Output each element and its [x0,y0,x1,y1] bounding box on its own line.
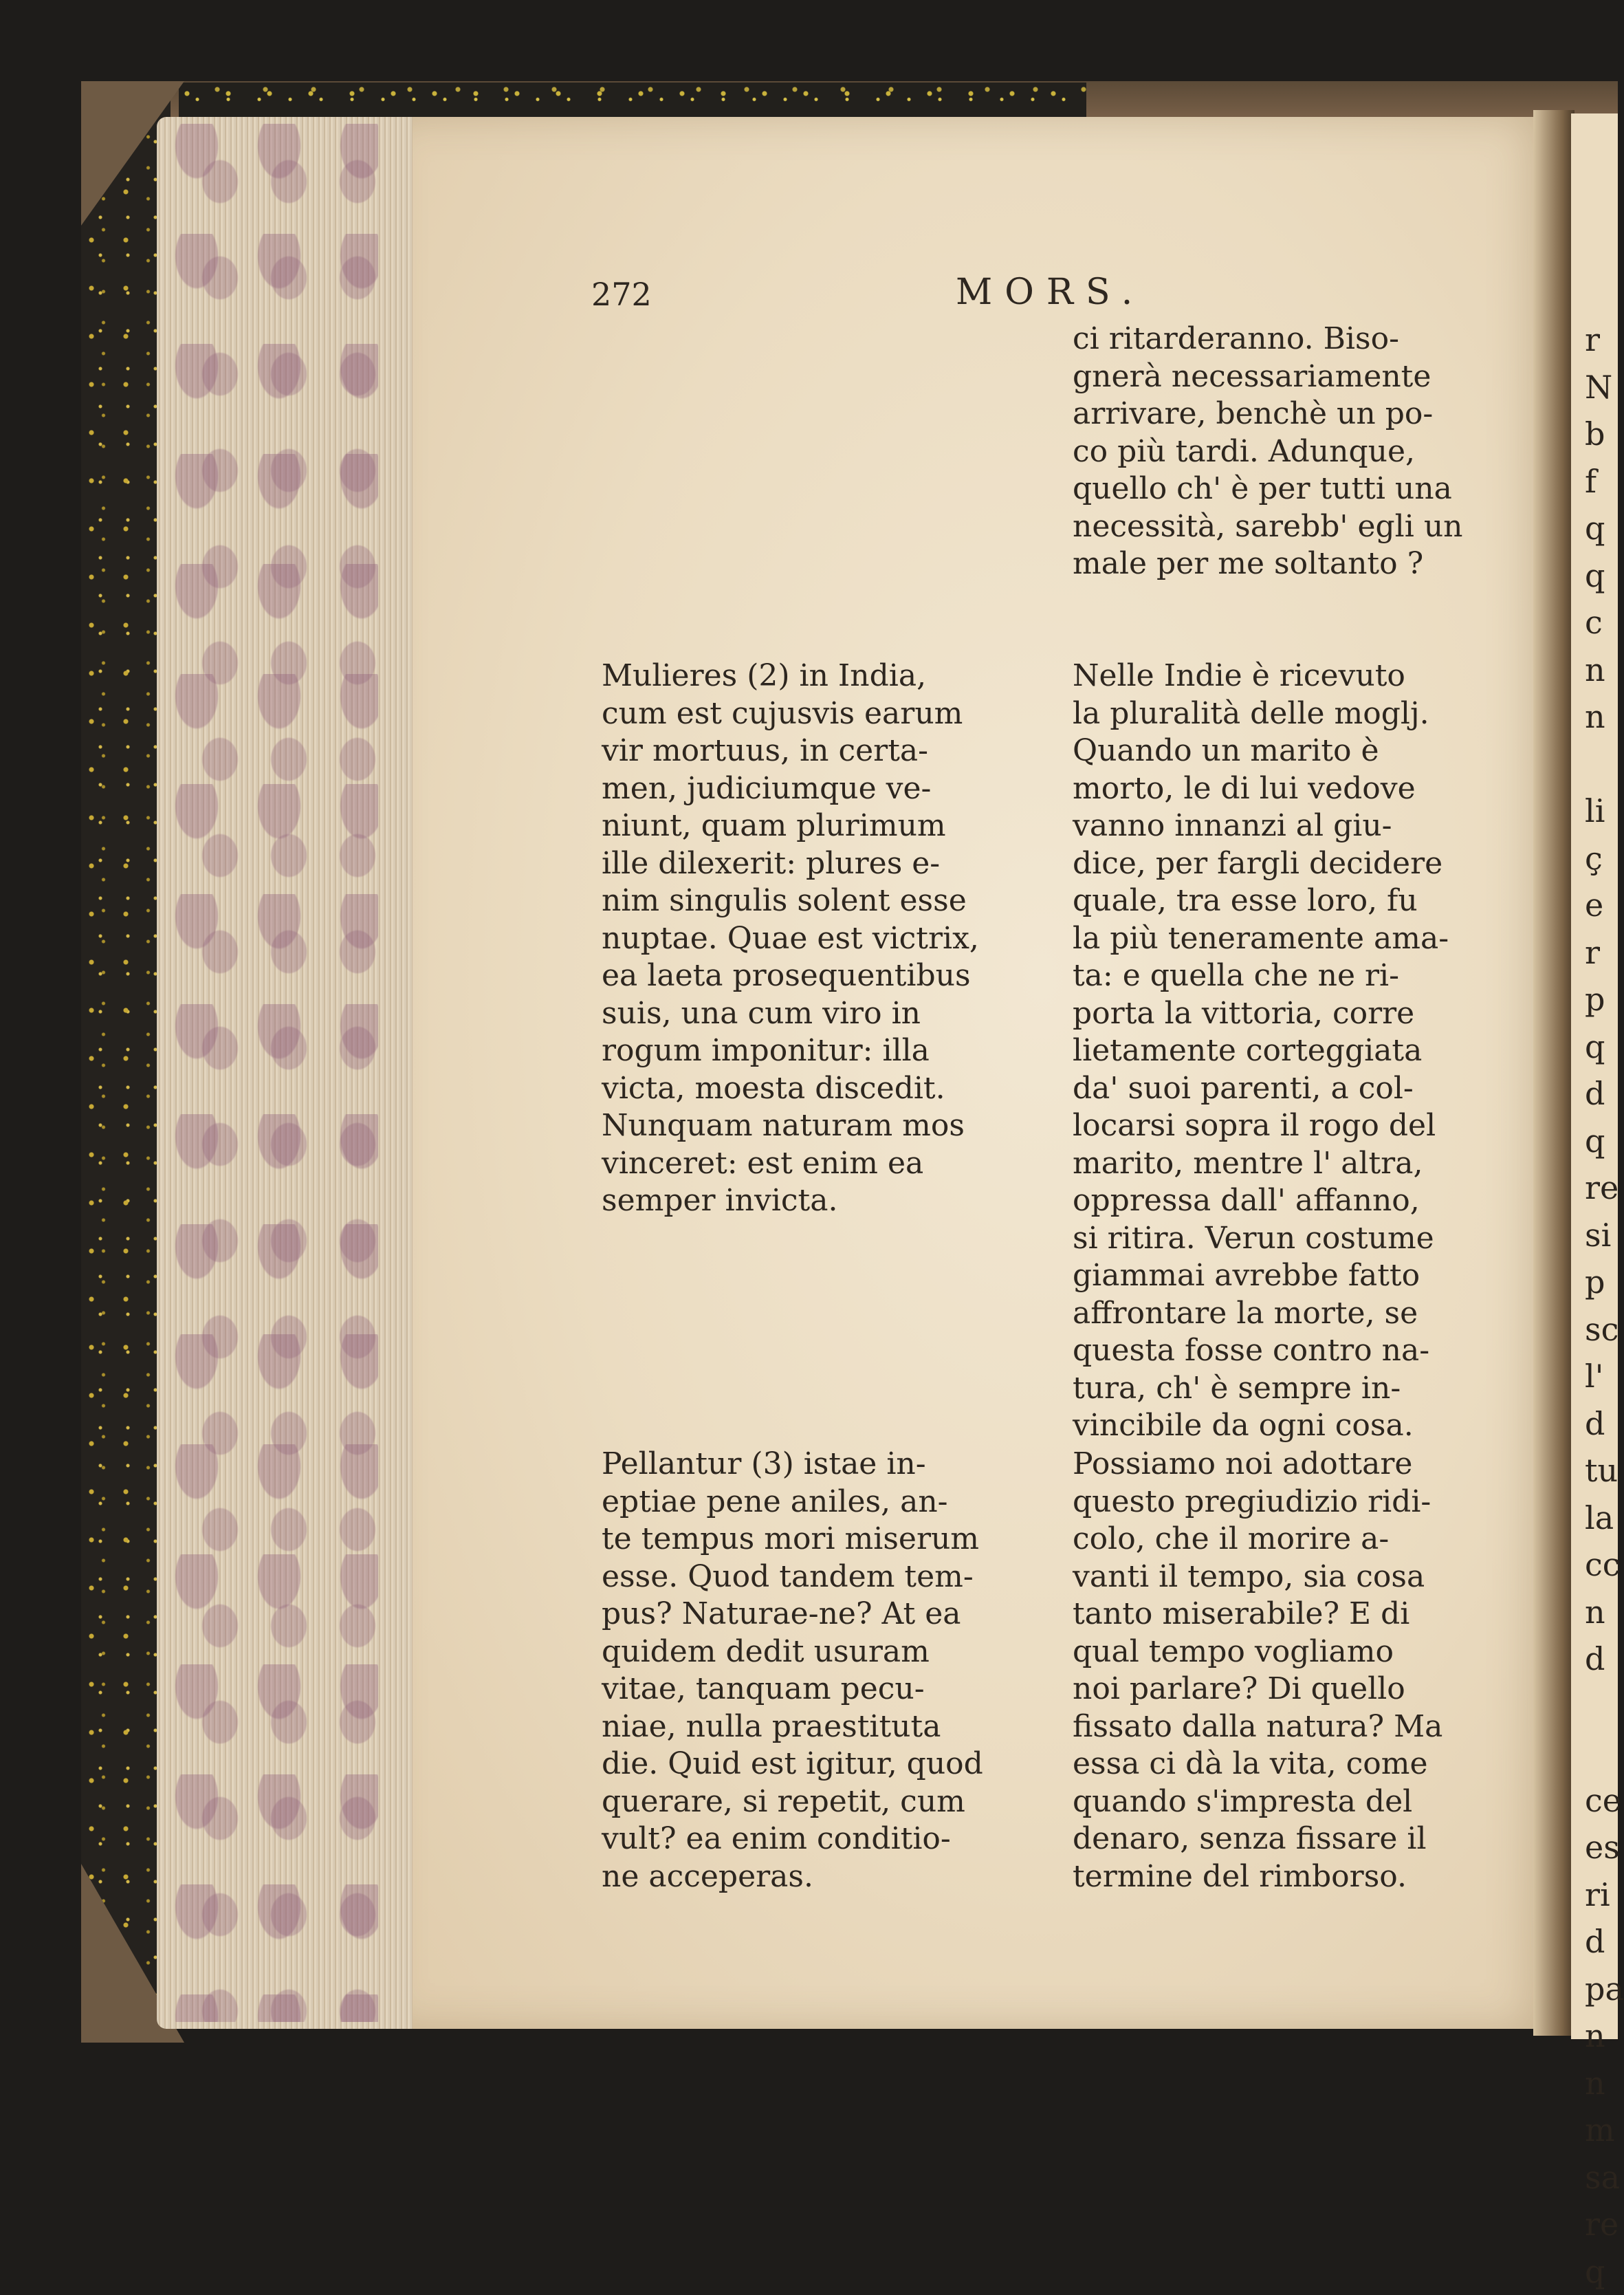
latin-passage-3 [602,1446,1042,1895]
latin-text-line: esse. Quod tandem tem- [602,1558,1042,1596]
facing-page-fragment: r [1585,316,1618,364]
latin-text-line: ille dilexerit: plures e- [602,845,1042,883]
italian-text-line: oppressa dall' affanno, [1073,1182,1513,1220]
facing-page-fragment: li [1585,787,1618,835]
facing-page-fragment: b [1585,411,1618,458]
latin-text-line: vinceret: est enim ea [602,1145,1042,1183]
italian-text-line: locarsi sopra il rogo del [1073,1107,1513,1145]
italian-passage-3 [1073,1446,1513,1895]
italian-text-line: quando s'impresta del [1073,1783,1513,1821]
latin-text-line: eptiae pene aniles, an- [602,1483,1042,1521]
facing-page-fragment: cc [1585,1541,1618,1589]
latin-text-line: quidem dedit usuram [602,1633,1042,1671]
italian-text-line: essa ci dà la vita, come [1073,1745,1513,1783]
latin-text-line: men, judiciumque ve- [602,770,1042,808]
facing-page-fragment: n [1585,693,1618,741]
italian-text-line: Possiamo noi adottare [1073,1446,1513,1483]
italian-text-line: marito, mentre l' altra, [1073,1145,1513,1183]
book-gutter [1533,110,1574,2036]
facing-page-fragment: N [1585,364,1618,411]
italian-text-line: si ritira. Verun costume [1073,1220,1513,1258]
page-header [591,272,1279,320]
latin-text-line: Mulieres (2) in India, [602,657,1042,695]
latin-text-line: te tempus mori miserum [602,1521,1042,1558]
italian-text-line: tura, ch' è sempre in- [1073,1370,1513,1408]
facing-page-fragment: q [1585,1118,1618,1165]
facing-page-fragment: d [1585,1400,1618,1448]
italian-text-line: lietamente corteggiata [1073,1032,1513,1070]
facing-page-fragment: m [1585,2107,1618,2154]
italian-text-line: ta: e quella che ne ri- [1073,957,1513,995]
latin-text-line: niunt, quam plurimum [602,807,1042,845]
italian-text-line: morto, le di lui vedove [1073,770,1513,808]
facing-page-fragment: d [1585,1918,1618,1966]
latin-text-line: pus? Naturae-ne? At ea [602,1596,1042,1633]
latin-text-line: die. Quid est igitur, quod [602,1745,1042,1783]
facing-page-fragment: sc [1585,1306,1618,1353]
italian-text-line: vanno innanzi al giu- [1073,807,1513,845]
italian-text-line: fissato dalla natura? Ma [1073,1708,1513,1746]
facing-page-fragment: n [1585,646,1618,694]
facing-page-fragment: ce [1585,1777,1618,1825]
italian-text-line: necessità, sarebb' egli un [1073,508,1513,546]
facing-page-fragment: ç [1585,835,1618,882]
italian-text-line: la più teneramente ama- [1073,920,1513,958]
facing-page-fragment: f [1585,458,1618,505]
italian-text-line: questa fosse contro na- [1073,1332,1513,1370]
latin-text-line: Pellantur (3) istae in- [602,1446,1042,1483]
facing-page-fragment: sa [1585,2154,1618,2201]
facing-page-fragment: n [1585,1589,1618,1636]
marbled-page-edges [172,124,378,2022]
facing-page-fragment: p [1585,1259,1618,1306]
latin-text-line: cum est cujusvis earum [602,695,1042,733]
italian-text-line: la pluralità delle moglj. [1073,695,1513,733]
facing-page-fragment: es [1585,1824,1618,1871]
latin-text-line: vitae, tanquam pecu- [602,1671,1042,1708]
italian-text-line: vanti il tempo, sia cosa [1073,1558,1513,1596]
facing-page-fragment: q [1585,552,1618,600]
facing-page-fragment: tu [1585,1447,1618,1494]
facing-page-fragment: r [1585,929,1618,977]
italian-text-line: noi parlare? Di quello [1073,1671,1513,1708]
facing-page-fragment [1585,1730,1618,1777]
facing-page-fragment: e [1585,882,1618,929]
facing-page-fragment: l' [1585,1353,1618,1400]
latin-text-line: semper invicta. [602,1182,1042,1220]
italian-text-line: arrivare, benchè un po- [1073,395,1513,433]
latin-text-line: niae, nulla praestituta [602,1708,1042,1746]
italian-text-line: da' suoi parenti, a col- [1073,1070,1513,1108]
italian-text-line: co più tardi. Adunque, [1073,433,1513,471]
facing-page-fragment: c [1585,599,1618,646]
italian-text-line: tanto miserabile? E di [1073,1596,1513,1633]
italian-text-line: dice, per fargli decidere [1073,845,1513,883]
italian-text-line: denaro, senza fissare il [1073,1820,1513,1858]
facing-page-fragment: ri [1585,1871,1618,1919]
facing-page-fragment: q [1585,1023,1618,1071]
facing-page-fragment: q [1585,2248,1618,2295]
facing-page-fragment: re [1585,2201,1618,2248]
italian-text-line: quello ch' è per tutti una [1073,470,1513,508]
facing-page-fragment: re [1585,1164,1618,1212]
italian-text-line: gnerà necessariamente [1073,358,1513,396]
facing-page-fragment: la [1585,1494,1618,1542]
italian-continuation [1073,320,1513,583]
italian-text-line: Quando un marito è [1073,732,1513,770]
facing-page-fragment: d [1585,1635,1618,1683]
italian-text-line: giammai avrebbe fatto [1073,1257,1513,1295]
italian-text-line: questo pregiudizio ridi- [1073,1483,1513,1521]
latin-text-line: nuptae. Quae est victrix, [602,920,1042,958]
italian-text-line: vincibile da ogni cosa. [1073,1407,1513,1445]
facing-page-fragment: n [1585,2012,1618,2060]
italian-text-line: porta la vittoria, corre [1073,995,1513,1033]
facing-page-fragment: n [1585,2060,1618,2107]
facing-page-fragment [1585,1683,1618,1730]
latin-text-line: vir mortuus, in certa- [602,732,1042,770]
facing-page-fragment: p [1585,976,1618,1023]
italian-text-line: affrontare la morte, se [1073,1295,1513,1333]
italian-text-line: qual tempo vogliamo [1073,1633,1513,1671]
latin-text-line: victa, moesta discedit. [602,1070,1042,1108]
latin-text-line: vult? ea enim conditio- [602,1820,1042,1858]
latin-text-line: Nunquam naturam mos [602,1107,1042,1145]
italian-text-line: termine del rimborso. [1073,1858,1513,1896]
facing-page-fragment: si [1585,1212,1618,1259]
facing-page-text-fragments [1585,316,1618,2295]
latin-text-line: rogum imponitur: illa [602,1032,1042,1070]
latin-text-line: nim singulis solent esse [602,882,1042,920]
running-head: MORS. [956,272,1145,313]
page-number: 272 [591,276,652,313]
facing-page-fragment [1585,741,1618,788]
facing-page-fragment: d [1585,1070,1618,1118]
italian-passage-2 [1073,657,1513,1445]
italian-text-line: male per me soltanto ? [1073,545,1513,583]
italian-text-line: quale, tra esse loro, fu [1073,882,1513,920]
latin-passage-2 [602,657,1042,1220]
italian-text-line: Nelle Indie è ricevuto [1073,657,1513,695]
latin-text-line: ne acceperas. [602,1858,1042,1896]
latin-text-line: suis, una cum viro in [602,995,1042,1033]
italian-text-line: ci ritarderanno. Biso- [1073,320,1513,358]
latin-text-line: querare, si repetit, cum [602,1783,1042,1821]
facing-page-fragment: q [1585,505,1618,552]
latin-text-line: ea laeta prosequentibus [602,957,1042,995]
facing-page-fragment: pa [1585,1966,1618,2013]
italian-text-line: colo, che il morire a- [1073,1521,1513,1558]
